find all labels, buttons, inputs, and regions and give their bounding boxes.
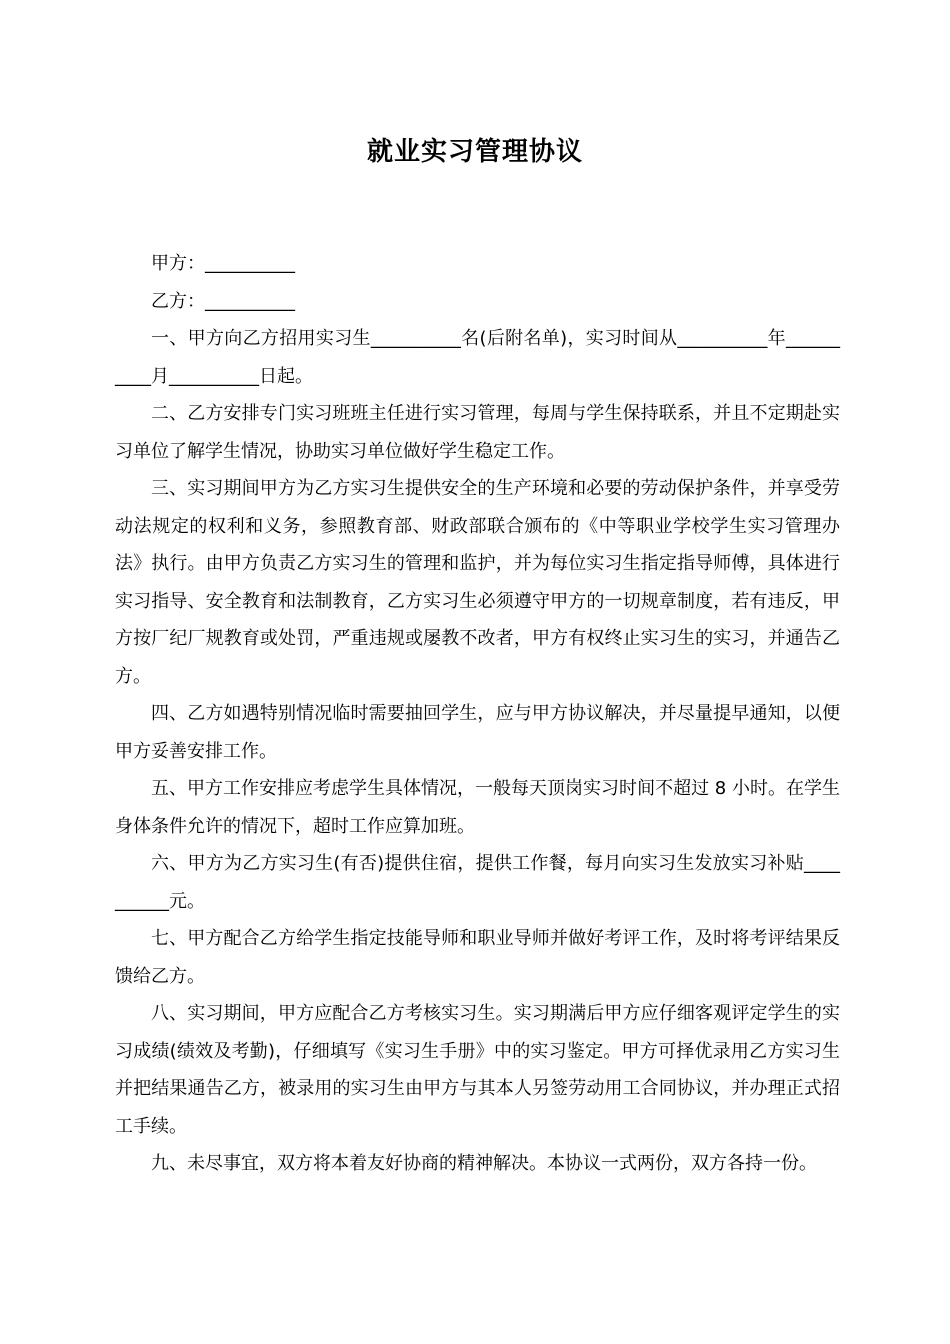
clause-9: 九、未尽事宜，双方将本着友好协商的精神解决。本协议一式两份，双方各持一份。 xyxy=(151,1153,817,1174)
clause-7: 七、甲方配合乙方给学生指定技能导师和职业导师并做好考评工作，及时将考评结果反馈给乙方。 xyxy=(115,928,840,987)
clause-4: 四、乙方如遇特别情况临时需要抽回学生，应与甲方协议解决，并尽量提早通知，以便甲方妥善安排工作。 xyxy=(115,703,840,762)
clause-8: 八、实习期间，甲方应配合乙方考核实习生。实习期满后甲方应仔细客观评定学生的实习成绩(绩效及考勤)，仔细填写《实习生手册》中的实习鉴定。甲方可择优录用乙方实习生并把结果通告乙方，被录用的实习生由甲方与其本人另签劳动用工合同协议，并办理正式招工手续。 xyxy=(115,1003,840,1137)
clause-5: 五、甲方工作安排应考虑学生具体情况，一般每天顶岗实习时间不超过 8 小时。在学生身体条件允许的情况下，超时工作应算加班。 xyxy=(115,778,840,837)
party-a-line: 甲方：__________ xyxy=(151,253,295,274)
document-title: 就业实习管理协议 xyxy=(366,137,583,167)
clause-2: 二、乙方安排专门实习班班主任进行实习管理，每周与学生保持联系，并且不定期赴实习单位了解学生情况，协助实习单位做好学生稳定工作。 xyxy=(115,403,840,462)
clause-1: 一、甲方向乙方招用实习生__________名(后附名单)，实习时间从__________年__________月__________日起。 xyxy=(115,328,840,387)
party-b-line: 乙方：__________ xyxy=(151,290,295,312)
clause-3: 三、实习期间甲方为乙方实习生提供安全的生产环境和必要的劳动保护条件，并享受劳动法规定的权利和义务，参照教育部、财政部联合颁布的《中等职业学校学生实习管理办法》执行。由甲方负责乙方实习生的管理和监护，并为每位实习生指定指导师傅，具体进行实习指导、安全教育和法制教育，乙方实习生必须遵守甲方的一切规章制度，若有违反，甲方按厂纪厂规教育或处罚，严重违规或屡教不改者，甲方有权终止实习生的实习，并通告乙方。 xyxy=(115,478,840,687)
document-body xyxy=(115,245,840,1183)
clause-6: 六、甲方为乙方实习生(有否)提供住宿，提供工作餐，每月向实习生发放实习补贴__________元。 xyxy=(115,853,840,912)
